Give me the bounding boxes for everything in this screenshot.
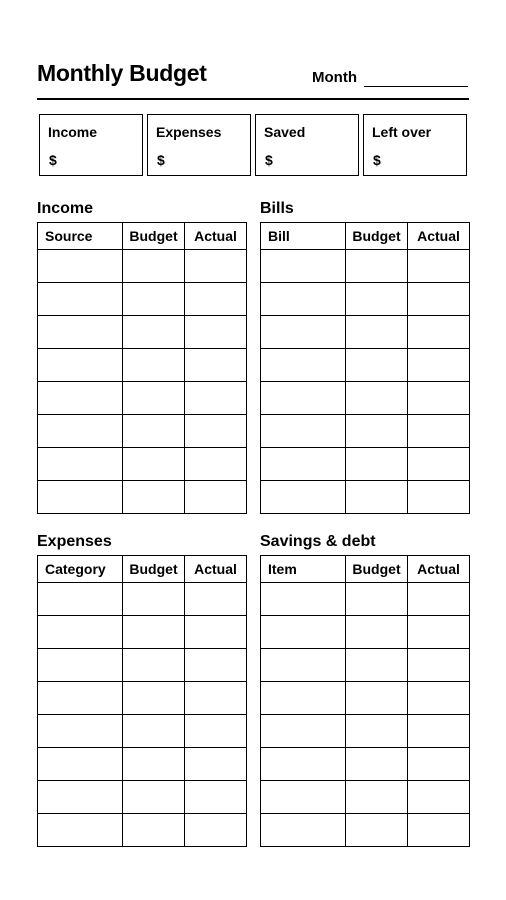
table-cell[interactable] — [408, 781, 470, 814]
table-cell[interactable] — [38, 583, 123, 616]
table-cell[interactable] — [185, 415, 247, 448]
table-cell[interactable] — [38, 649, 123, 682]
table-cell[interactable] — [38, 748, 123, 781]
table-row — [38, 448, 247, 481]
table-cell[interactable] — [185, 682, 247, 715]
summary-label: Expenses — [156, 124, 222, 140]
table-cell[interactable] — [38, 781, 123, 814]
table-cell[interactable] — [408, 748, 470, 781]
page-title: Monthly Budget — [37, 60, 207, 86]
table-row — [261, 814, 470, 847]
table-cell[interactable] — [261, 649, 346, 682]
table-cell[interactable] — [261, 814, 346, 847]
table-cell[interactable] — [123, 481, 185, 514]
header-divider — [37, 98, 469, 100]
column-header: Budget — [346, 223, 408, 250]
table-cell[interactable] — [123, 616, 185, 649]
table-cell[interactable] — [346, 448, 408, 481]
table-cell[interactable] — [408, 448, 470, 481]
table-row — [261, 748, 470, 781]
bills-section-title: Bills — [260, 200, 294, 217]
savings-section-title: Savings & debt — [260, 533, 376, 550]
savings-table — [260, 555, 470, 847]
table-row — [261, 448, 470, 481]
summary-label: Income — [48, 124, 98, 140]
table-cell[interactable] — [38, 349, 123, 382]
table-row — [38, 616, 247, 649]
column-header: Actual — [185, 556, 247, 583]
table-cell[interactable] — [185, 250, 247, 283]
table-row — [261, 781, 470, 814]
table-cell[interactable] — [346, 481, 408, 514]
table-row — [38, 814, 247, 847]
table-cell[interactable] — [38, 415, 123, 448]
column-header: Actual — [408, 223, 470, 250]
table-cell[interactable] — [38, 250, 123, 283]
table-cell[interactable] — [123, 349, 185, 382]
table-cell[interactable] — [261, 781, 346, 814]
summary-box-left-over[interactable] — [363, 114, 467, 176]
bills-table — [260, 222, 470, 514]
column-header: Item — [261, 556, 346, 583]
column-header: Source — [38, 223, 123, 250]
table-header-row — [261, 556, 470, 583]
table-row — [261, 616, 470, 649]
table-row — [38, 481, 247, 514]
table-row — [261, 481, 470, 514]
table-header-row — [38, 223, 247, 250]
column-header: Budget — [123, 223, 185, 250]
table-cell[interactable] — [408, 649, 470, 682]
table-cell[interactable] — [346, 349, 408, 382]
table-row — [38, 283, 247, 316]
table-cell[interactable] — [38, 715, 123, 748]
table-row — [261, 583, 470, 616]
table-cell[interactable] — [123, 415, 185, 448]
table-cell[interactable] — [346, 283, 408, 316]
table-row — [261, 316, 470, 349]
table-cell[interactable] — [123, 649, 185, 682]
table-cell[interactable] — [408, 415, 470, 448]
table-header-row — [38, 556, 247, 583]
table-cell[interactable] — [38, 382, 123, 415]
table-cell[interactable] — [38, 316, 123, 349]
table-cell[interactable] — [123, 748, 185, 781]
table-cell[interactable] — [346, 748, 408, 781]
table-cell[interactable] — [346, 715, 408, 748]
summary-box-saved[interactable] — [255, 114, 359, 176]
table-row — [261, 349, 470, 382]
table-cell[interactable] — [261, 349, 346, 382]
table-cell[interactable] — [408, 283, 470, 316]
table-cell[interactable] — [185, 382, 247, 415]
table-cell[interactable] — [38, 283, 123, 316]
table-cell[interactable] — [261, 250, 346, 283]
table-cell[interactable] — [38, 682, 123, 715]
table-cell[interactable] — [261, 382, 346, 415]
currency-sign: $ — [157, 152, 165, 168]
table-cell[interactable] — [346, 616, 408, 649]
table-cell[interactable] — [38, 814, 123, 847]
table-cell[interactable] — [346, 583, 408, 616]
table-row — [38, 715, 247, 748]
table-cell[interactable] — [261, 415, 346, 448]
table-cell[interactable] — [123, 283, 185, 316]
table-cell[interactable] — [408, 250, 470, 283]
table-cell[interactable] — [123, 814, 185, 847]
table-row — [261, 715, 470, 748]
table-cell[interactable] — [408, 715, 470, 748]
table-row — [38, 682, 247, 715]
table-cell[interactable] — [261, 583, 346, 616]
table-cell[interactable] — [408, 682, 470, 715]
table-cell[interactable] — [185, 583, 247, 616]
table-cell[interactable] — [261, 682, 346, 715]
table-cell[interactable] — [261, 616, 346, 649]
summary-box-expenses[interactable] — [147, 114, 251, 176]
table-cell[interactable] — [123, 448, 185, 481]
column-header: Actual — [408, 556, 470, 583]
table-row — [261, 283, 470, 316]
summary-label: Saved — [264, 124, 306, 140]
table-row — [261, 382, 470, 415]
expenses-table — [37, 555, 247, 847]
table-cell[interactable] — [185, 781, 247, 814]
table-cell[interactable] — [261, 748, 346, 781]
table-row — [38, 349, 247, 382]
table-cell[interactable] — [346, 649, 408, 682]
table-cell[interactable] — [185, 649, 247, 682]
table-cell[interactable] — [123, 316, 185, 349]
column-header: Budget — [123, 556, 185, 583]
table-cell[interactable] — [38, 448, 123, 481]
table-row — [261, 682, 470, 715]
table-cell[interactable] — [123, 715, 185, 748]
column-header: Actual — [185, 223, 247, 250]
table-row — [38, 781, 247, 814]
expenses-section-title: Expenses — [37, 533, 112, 550]
table-cell[interactable] — [38, 481, 123, 514]
table-cell[interactable] — [38, 616, 123, 649]
table-cell[interactable] — [408, 349, 470, 382]
table-row — [38, 583, 247, 616]
table-cell[interactable] — [261, 448, 346, 481]
table-row — [38, 415, 247, 448]
table-cell[interactable] — [346, 250, 408, 283]
month-label: Month — [312, 69, 357, 86]
column-header: Category — [38, 556, 123, 583]
table-cell[interactable] — [261, 715, 346, 748]
table-cell[interactable] — [185, 448, 247, 481]
table-row — [38, 649, 247, 682]
column-header: Budget — [346, 556, 408, 583]
table-row — [38, 316, 247, 349]
table-cell[interactable] — [408, 583, 470, 616]
table-cell[interactable] — [123, 682, 185, 715]
table-row — [261, 415, 470, 448]
table-cell[interactable] — [185, 283, 247, 316]
table-row — [261, 250, 470, 283]
table-cell[interactable] — [185, 316, 247, 349]
table-cell[interactable] — [261, 283, 346, 316]
table-cell[interactable] — [346, 781, 408, 814]
table-header-row — [261, 223, 470, 250]
table-cell[interactable] — [123, 781, 185, 814]
table-cell[interactable] — [408, 382, 470, 415]
table-cell[interactable] — [346, 415, 408, 448]
table-cell[interactable] — [185, 814, 247, 847]
month-input-line[interactable] — [364, 86, 468, 87]
currency-sign: $ — [373, 152, 381, 168]
currency-sign: $ — [265, 152, 273, 168]
column-header: Bill — [261, 223, 346, 250]
table-row — [38, 382, 247, 415]
table-cell[interactable] — [185, 349, 247, 382]
table-cell[interactable] — [346, 316, 408, 349]
table-cell[interactable] — [185, 481, 247, 514]
table-cell[interactable] — [185, 748, 247, 781]
table-row — [38, 748, 247, 781]
table-cell[interactable] — [123, 583, 185, 616]
table-cell[interactable] — [185, 715, 247, 748]
table-cell[interactable] — [408, 814, 470, 847]
table-cell[interactable] — [185, 616, 247, 649]
table-cell[interactable] — [346, 382, 408, 415]
table-cell[interactable] — [408, 616, 470, 649]
table-row — [38, 250, 247, 283]
table-cell[interactable] — [123, 250, 185, 283]
table-cell[interactable] — [261, 316, 346, 349]
currency-sign: $ — [49, 152, 57, 168]
table-cell[interactable] — [408, 316, 470, 349]
table-cell[interactable] — [346, 682, 408, 715]
table-cell[interactable] — [261, 481, 346, 514]
table-row — [261, 649, 470, 682]
table-cell[interactable] — [123, 382, 185, 415]
table-cell[interactable] — [346, 814, 408, 847]
income-section-title: Income — [37, 200, 94, 217]
income-table — [37, 222, 247, 514]
summary-box-income[interactable] — [39, 114, 143, 176]
summary-label: Left over — [372, 124, 432, 140]
table-cell[interactable] — [408, 481, 470, 514]
